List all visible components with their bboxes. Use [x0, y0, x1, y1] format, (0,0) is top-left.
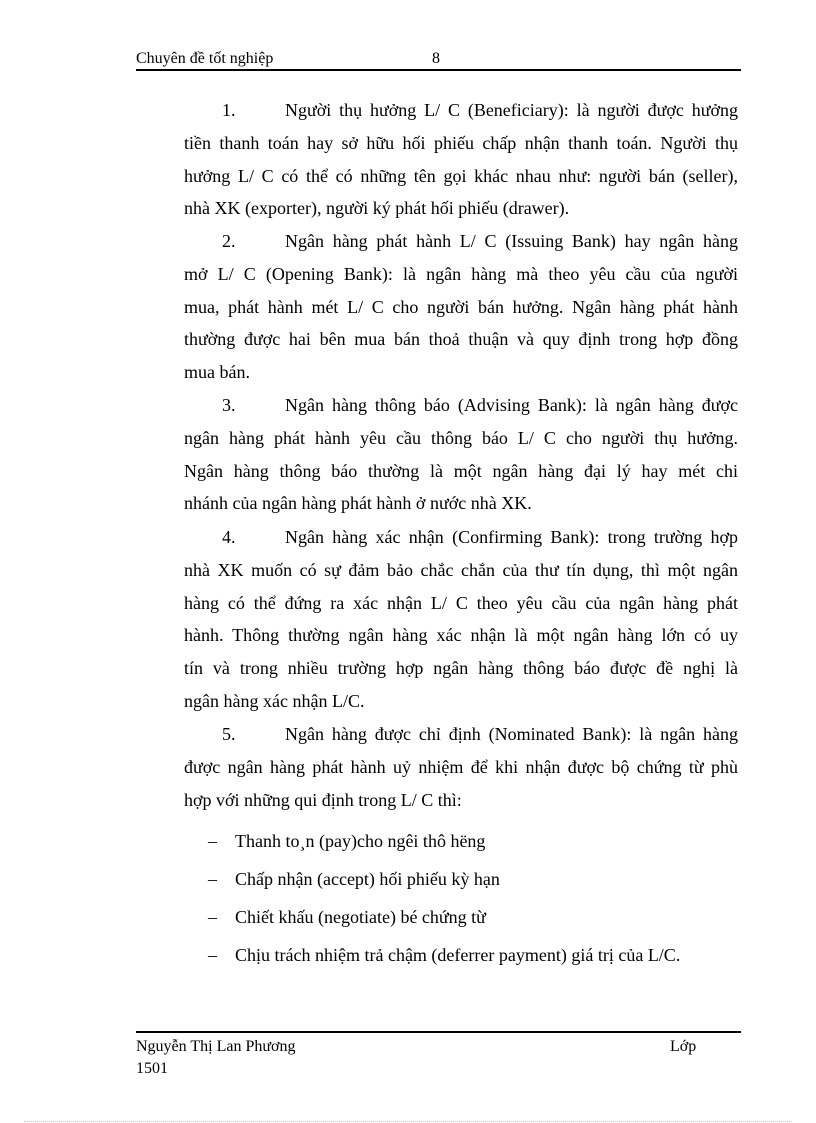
paragraph-line: hàng có thể đứng ra xác nhận L/ C theo yêu cầu của ngân hàng phát	[184, 592, 738, 613]
footer-rule	[136, 1031, 741, 1033]
bullet-list	[208, 825, 748, 977]
paragraph-number: 4.	[222, 527, 236, 547]
paragraph-5	[184, 718, 738, 816]
paragraph-2	[184, 225, 738, 389]
paragraph-line: Ngân hàng thông báo (Advising Bank): là ngân hàng được	[285, 395, 738, 415]
paragraph-1	[184, 94, 738, 225]
paragraph-line: Ngân hàng thông báo thường là một ngân hàng đại lý hay mét chi	[184, 460, 738, 481]
list-item	[208, 901, 748, 939]
paragraph-number: 1.	[222, 100, 236, 120]
paragraph-line: Ngân hàng được chỉ định (Nominated Bank): là ngân hàng	[285, 724, 738, 744]
paragraph-line: được ngân hàng phát hành uỷ nhiệm để khi nhận được bộ chứng từ phù	[184, 756, 738, 777]
paragraph-line: ngân hàng xác nhận L/C.	[184, 690, 365, 711]
page-bottom-divider	[24, 1121, 792, 1122]
paragraph-4	[184, 521, 738, 718]
paragraph-number: 5.	[222, 724, 236, 744]
footer-class-label: Lớp	[670, 1038, 697, 1055]
paragraph-line: ngân hàng phát hành yêu cầu thông báo L/ C cho người thụ hưởng.	[184, 427, 738, 448]
paragraph-3	[184, 389, 738, 520]
paragraph-line: tín và trong nhiều trường hợp ngân hàng thông báo được đề nghị là	[184, 658, 738, 679]
header-title: Chuyên đề tốt nghiệp	[136, 50, 274, 67]
footer-class-number: 1501	[136, 1060, 168, 1077]
paragraph-line: hợp với những qui định trong L/ C thì:	[184, 789, 462, 810]
paragraph-line: tiền thanh toán hay sở hữu hối phiếu chấp nhận thanh toán. Người thụ	[184, 132, 738, 153]
page-number: 8	[432, 50, 440, 67]
paragraph-line: nhánh của ngân hàng phát hành ở nước nhà XK.	[184, 493, 532, 514]
paragraph-number: 3.	[222, 395, 236, 415]
list-item-text: Chịu trách nhiệm trả chậm (deferrer payment) giá trị của L/C.	[235, 945, 681, 965]
list-item	[208, 825, 748, 863]
footer-author: Nguyễn Thị Lan Phương	[136, 1038, 296, 1055]
paragraph-line: Người thụ hưởng L/ C (Beneficiary): là người được hưởng	[285, 100, 738, 120]
paragraph-line: hưởng L/ C có thể có những tên gọi khác nhau như: người bán (seller),	[184, 165, 738, 186]
paragraph-line: mua bán.	[184, 362, 250, 383]
dash-bullet: –	[208, 907, 217, 927]
dash-bullet: –	[208, 831, 217, 851]
paragraph-line: nhà XK muốn có sự đảm bảo chắc chắn của thư tín dụng, thì một ngân	[184, 559, 738, 580]
paragraph-line: nhà XK (exporter), người ký phát hối phiếu (drawer).	[184, 198, 570, 219]
paragraph-line: mua, phát hành mét L/ C cho người bán hưởng. Ngân hàng phát hành	[184, 296, 738, 317]
list-item	[208, 863, 748, 901]
page-header	[136, 48, 740, 70]
dash-bullet: –	[208, 945, 217, 965]
paragraph-line: Ngân hàng xác nhận (Confirming Bank): trong trường hợp	[285, 527, 738, 547]
list-item-text: Chiết khấu (negotiate) bé chứng từ	[235, 907, 486, 927]
paragraph-line: Ngân hàng phát hành L/ C (Issuing Bank) hay ngân hàng	[285, 231, 738, 251]
list-item	[208, 939, 748, 977]
paragraph-line: mở L/ C (Opening Bank): là ngân hàng mà theo yêu cầu của người	[184, 263, 738, 284]
list-item-text: Thanh to¸n (pay)cho ngêi thô hëng	[235, 831, 486, 851]
paragraph-line: hành. Thông thường ngân hàng xác nhận là một ngân hàng lớn có uy	[184, 625, 738, 646]
paragraph-line: thường được hai bên mua bán thoả thuận và quy định trong hợp đồng	[184, 329, 738, 350]
header-rule	[136, 69, 741, 71]
list-item-text: Chấp nhận (accept) hối phiếu kỳ hạn	[235, 869, 500, 889]
paragraph-number: 2.	[222, 231, 236, 251]
dash-bullet: –	[208, 869, 217, 889]
